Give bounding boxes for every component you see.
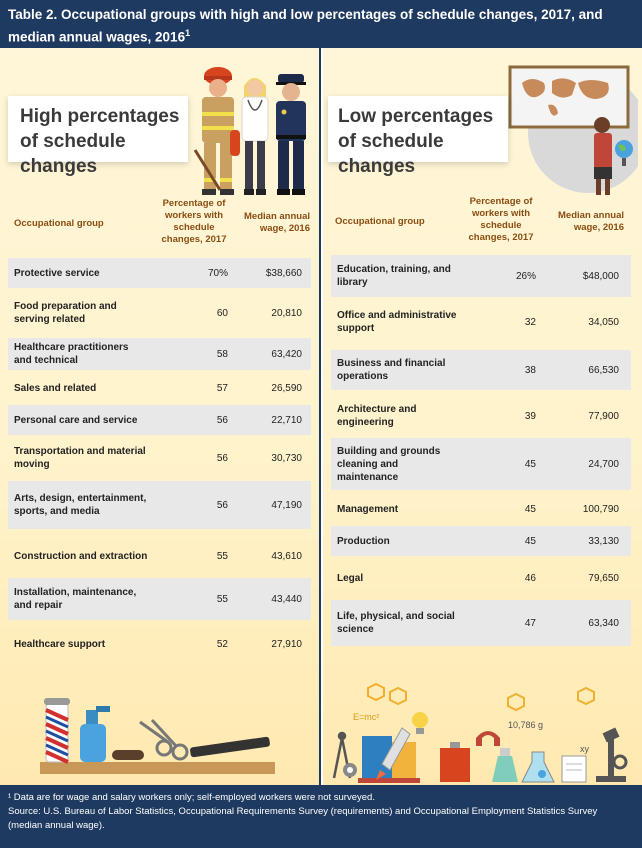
table-row bbox=[331, 350, 631, 390]
table-row bbox=[8, 578, 311, 620]
percentage-cell: 55 bbox=[216, 550, 228, 562]
percentage-cell: 38 bbox=[524, 364, 536, 376]
table-row bbox=[8, 258, 311, 288]
percentage-cell: 52 bbox=[216, 638, 228, 650]
median-wage-cell: 30,730 bbox=[271, 452, 302, 464]
razor-icon bbox=[112, 750, 144, 760]
percentage-cell: 32 bbox=[524, 316, 536, 328]
median-wage-cell: 27,910 bbox=[271, 638, 302, 650]
source-note: Source: U.S. Bureau of Labor Statistics, Occupational Requirements Survey (requirements) and Occupational Employment Statistics Survey (median annual wage). bbox=[8, 806, 598, 831]
occupational-group-cell: Transportation and material moving bbox=[14, 446, 146, 470]
occupational-group-cell: Healthcare practitioners and technical bbox=[14, 342, 129, 366]
occupational-group-cell: Office and administrative support bbox=[337, 310, 457, 334]
occupational-group-cell: Construction and extraction bbox=[14, 550, 148, 562]
world-map-board-icon bbox=[510, 67, 628, 127]
occupational-group-cell: Protective service bbox=[14, 267, 100, 279]
occupational-group-cell: Legal bbox=[337, 572, 364, 584]
table-row bbox=[331, 494, 631, 524]
table-row bbox=[8, 628, 311, 660]
low-col-wage: Median annual wage, 2016 bbox=[558, 210, 624, 233]
median-wage-cell: 43,610 bbox=[271, 550, 302, 562]
median-wage-cell: 34,050 bbox=[588, 316, 619, 328]
percentage-cell: 45 bbox=[524, 458, 536, 470]
low-heading: Low percentages of schedule changes bbox=[338, 106, 494, 177]
median-wage-cell: 63,420 bbox=[271, 348, 302, 360]
formula-text: E=mc² bbox=[353, 712, 380, 722]
median-wage-cell: 33,130 bbox=[588, 535, 619, 547]
gear-icon bbox=[343, 763, 357, 777]
median-wage-cell: 63,340 bbox=[588, 617, 619, 629]
percentage-cell: 56 bbox=[216, 452, 228, 464]
title-footnote-mark: 1 bbox=[185, 28, 191, 38]
barber-pole-icon bbox=[44, 698, 70, 762]
notebook-icon bbox=[562, 756, 586, 782]
lightbulb-icon bbox=[412, 712, 428, 734]
high-percentages-panel bbox=[0, 48, 321, 785]
median-wage-cell: 47,190 bbox=[271, 499, 302, 511]
table-row bbox=[331, 526, 631, 556]
first-responders-illustration bbox=[190, 60, 318, 200]
table-row bbox=[331, 438, 631, 490]
high-heading: High percentages of schedule changes bbox=[20, 106, 180, 177]
table-row bbox=[8, 438, 311, 478]
percentage-cell: 56 bbox=[216, 414, 228, 426]
median-wage-cell: 79,650 bbox=[588, 572, 619, 584]
percentage-cell: 70% bbox=[207, 267, 228, 279]
table-title-text: Table 2. Occupational groups with high and low percentages of schedule changes, 2017, and median annual wages, 2016 bbox=[8, 7, 603, 45]
comb-icon bbox=[190, 736, 271, 757]
table-row bbox=[331, 558, 631, 598]
table-row bbox=[8, 405, 311, 435]
occupational-group-cell: Management bbox=[337, 503, 399, 515]
low-percentages-panel bbox=[323, 48, 642, 785]
percentage-cell: 45 bbox=[524, 503, 536, 515]
low-col-group: Occupational group bbox=[335, 216, 425, 227]
table-row bbox=[8, 338, 311, 370]
occupational-group-cell: Sales and related bbox=[14, 382, 97, 394]
table-row bbox=[8, 292, 311, 334]
counter-shelf-icon bbox=[40, 762, 275, 774]
table-row bbox=[331, 600, 631, 646]
occupational-group-cell: Architecture and engineering bbox=[337, 404, 417, 428]
classroom-illustration bbox=[508, 53, 638, 198]
table-row bbox=[331, 255, 631, 297]
median-wage-cell: 26,590 bbox=[271, 382, 302, 394]
personal-care-illustration bbox=[40, 698, 275, 783]
measure-text: 10,786 g bbox=[508, 720, 544, 730]
percentage-cell: 39 bbox=[524, 410, 536, 422]
percentage-cell: 26% bbox=[515, 270, 536, 282]
median-wage-cell: 43,440 bbox=[271, 593, 302, 605]
percentage-cell: 45 bbox=[524, 535, 536, 547]
high-col-pct: Percentage of workers with schedule changes, 2017 bbox=[161, 198, 227, 245]
beaker-icon bbox=[492, 748, 518, 782]
flask-icon bbox=[522, 752, 554, 782]
occupational-group-cell: Education, training, and library bbox=[337, 264, 451, 288]
percentage-cell: 56 bbox=[216, 499, 228, 511]
footnote: ¹ Data are for wage and salary workers only; self-employed workers were not surveyed. bbox=[8, 792, 375, 803]
percentage-cell: 57 bbox=[216, 382, 228, 394]
percentage-cell: 60 bbox=[216, 307, 228, 319]
table-row bbox=[331, 300, 631, 344]
table-footer bbox=[0, 785, 642, 848]
occupational-group-cell: Arts, design, entertainment, sports, and media bbox=[14, 493, 147, 517]
science-illustration bbox=[328, 678, 638, 785]
table-title bbox=[8, 5, 634, 47]
low-col-pct: Percentage of workers with schedule changes, 2017 bbox=[468, 196, 534, 243]
table-row bbox=[8, 536, 311, 576]
occupational-group-cell: Building and grounds cleaning and maintenance bbox=[337, 445, 441, 483]
spray-bottle-icon bbox=[80, 706, 110, 762]
hexagon-pattern-icon bbox=[368, 684, 594, 710]
occupational-group-cell: Healthcare support bbox=[14, 638, 106, 650]
median-wage-cell: $48,000 bbox=[582, 270, 619, 282]
table-row bbox=[8, 481, 311, 529]
nurse-icon bbox=[242, 78, 268, 195]
occupational-group-cell: Installation, maintenance, and repair bbox=[14, 587, 137, 611]
firefighter-icon bbox=[195, 67, 240, 195]
occupational-group-cell: Life, physical, and social science bbox=[337, 611, 455, 635]
median-wage-cell: 66,530 bbox=[588, 364, 619, 376]
table-header-bar bbox=[0, 0, 642, 48]
occupational-group-cell: Food preparation and serving related bbox=[14, 301, 117, 325]
battery-icon bbox=[440, 742, 470, 782]
table-row bbox=[331, 394, 631, 438]
percentage-cell: 55 bbox=[216, 593, 228, 605]
median-wage-cell: 77,900 bbox=[588, 410, 619, 422]
median-wage-cell: 20,810 bbox=[271, 307, 302, 319]
scissors-icon bbox=[140, 720, 187, 759]
percentage-cell: 58 bbox=[216, 348, 228, 360]
magnet-icon bbox=[476, 731, 500, 746]
median-wage-cell: 100,790 bbox=[582, 503, 619, 515]
percentage-cell: 46 bbox=[524, 572, 536, 584]
table-row bbox=[8, 373, 311, 403]
percentage-cell: 47 bbox=[524, 617, 536, 629]
median-wage-cell: 24,700 bbox=[588, 458, 619, 470]
median-wage-cell: 22,710 bbox=[271, 414, 302, 426]
high-col-group: Occupational group bbox=[14, 218, 104, 229]
occupational-group-cell: Business and financial operations bbox=[337, 358, 446, 382]
occupational-group-cell: Personal care and service bbox=[14, 414, 138, 426]
high-col-wage: Median annual wage, 2016 bbox=[244, 211, 310, 234]
median-wage-cell: $38,660 bbox=[265, 267, 302, 279]
microscope-icon bbox=[596, 728, 626, 782]
xy-text: xy bbox=[580, 744, 589, 754]
occupational-group-cell: Production bbox=[337, 535, 390, 547]
police-officer-icon bbox=[276, 74, 306, 195]
